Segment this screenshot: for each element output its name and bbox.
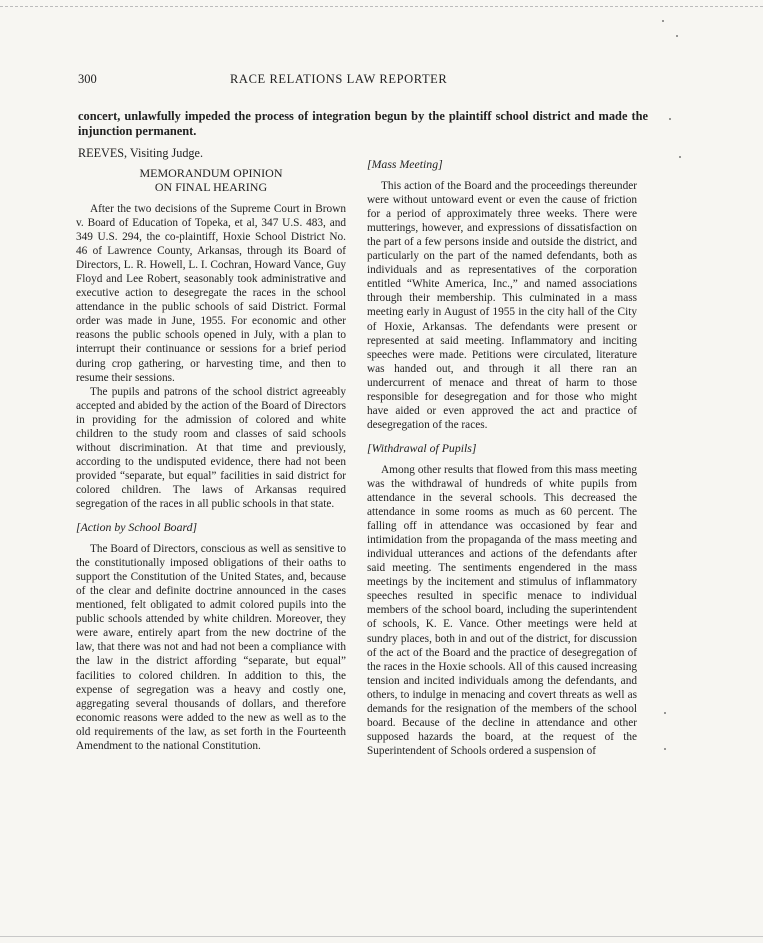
scan-speck bbox=[676, 35, 678, 37]
left-column bbox=[76, 166, 346, 753]
scan-speck bbox=[669, 118, 671, 120]
opinion-title-line-1: MEMORANDUM OPINION bbox=[139, 166, 283, 180]
body-paragraph: The pupils and patrons of the school district agreeably accepted and abided by the action of the Board of Directors in providing for the admission of colored and white children to the study room and classes of said schools without discrimination. At that time and previously, according to the undisputed evidence, there had not been provided “separate, but equal” facilities in said district for colored children. The laws of Arkansas required segregation of the races in all public schools in that state. bbox=[76, 385, 346, 510]
scan-top-edge bbox=[0, 6, 763, 7]
scan-speck bbox=[664, 748, 666, 750]
right-column bbox=[367, 157, 637, 758]
body-paragraph: After the two decisions of the Supreme Court in Brown v. Board of Education of Topeka, et al, 347 U.S. 483, and 349 U.S. 294, the co-plaintiff, Hoxie School District No. 46 of Lawrence County, Arkansas, through its Board of Directors, L. R. Howell, L. I. Cochran, Howard Vance, Guy Floyd and Lee Robert, seasonably took administrative and executive action to desegregate the races in the school attendance in the public schools of said District. Formal order was made in June, 1955. For economic and other reasons the public schools opened in July, with a plan to interrupt their continuance or sessions for a brief period during crop gathering, or harvesting time, and then to resume their sessions. bbox=[76, 203, 346, 384]
judge-line: REEVES, Visiting Judge. bbox=[78, 146, 203, 160]
page-number: 300 bbox=[78, 72, 97, 86]
lead-paragraph: concert, unlawfully impeded the process of integration begun by the plaintiff school district and made the injunction permanent. bbox=[78, 109, 648, 138]
running-title: RACE RELATIONS LAW REPORTER bbox=[230, 72, 448, 86]
opinion-title bbox=[76, 166, 346, 194]
body-paragraph: The Board of Directors, conscious as well as sensitive to the constitutionally imposed obligations of their oaths to support the Constitution of the United States, and, because of the clear and definite doctrine announced in the cases mentioned, felt obligated to admit colored pupils into the public schools attended by white children. Moreover, they were aware, entirely apart from the new doctrine of the law, that there was not and had not been a compliance with the law in the district affording “separate, but equal” facilities to colored children. In addition to this, the expense of segregation was a heavy and costly one, aggregating several thousands of dollars, and therefore economic reasons were added to the new as well as to the old requirements of the law, as set forth in the Fourteenth Amendment to the national Constitution. bbox=[76, 543, 347, 752]
section-heading-mass-meeting: [Mass Meeting] bbox=[367, 157, 443, 171]
body-paragraph: This action of the Board and the proceedings thereunder were without untoward event or even the cause of friction for a period of approximately three weeks. There were mutterings, however, and expressions of dissatisfaction on the part of a few persons inside and outside the district, and particularly on the part of the named defendants, both as individuals and as representatives of the corporation entitled “White America, Inc.,” and named associations through their membership. This culminated in a mass meeting early in August of 1955 in the city hall of the City of Hoxie, Arkansas. The defendants were present or represented at said meeting. Inflammatory and inciting speeches were made. Petitions were circulated, literature was handed out, and through it all there ran an undercurrent of menace and threat of harm to those responsible for desegregation and for those who might have aided or even approved the act and practice of desegregation of the races. bbox=[367, 180, 637, 431]
scan-speck bbox=[662, 20, 664, 22]
scan-speck bbox=[679, 156, 681, 158]
scan-speck bbox=[664, 712, 666, 714]
section-heading-withdrawal-of-pupils: [Withdrawal of Pupils] bbox=[367, 440, 477, 455]
scan-bottom-edge bbox=[0, 936, 763, 937]
section-heading-action-by-school-board: [Action by School Board] bbox=[76, 520, 198, 535]
body-paragraph: Among other results that flowed from this mass meeting was the withdrawal of hundreds of white pupils from attendance in the several schools. This decreased the attendance in some rooms as much as 60 percent. The falling off in attendance was occasioned by fear and intimidation from the propaganda of the mass meeting and individual utterances and actions of the defendants after said meeting. The sentiments engendered in the mass meetings by the incitement and stimulus of inflammatory speeches resulted in specific menace to individual members of the school board, including the superintendent of schools, K. E. Vance. Other meetings were held at sundry places, both in and out of the district, for discussion of the act of the Board and the practice of desegregation of the races in the Hoxie schools. All of this caused increasing tension and incited individuals among the defendants, and others, to indulge in menacing and covert threats as well as demands for the resignation of the members of the school board. Because of the decline in attendance and other supposed hazards the board, at the request of the Superintendent of Schools ordered a suspension of bbox=[367, 463, 637, 757]
opinion-title-line-2: ON FINAL HEARING bbox=[154, 180, 268, 194]
